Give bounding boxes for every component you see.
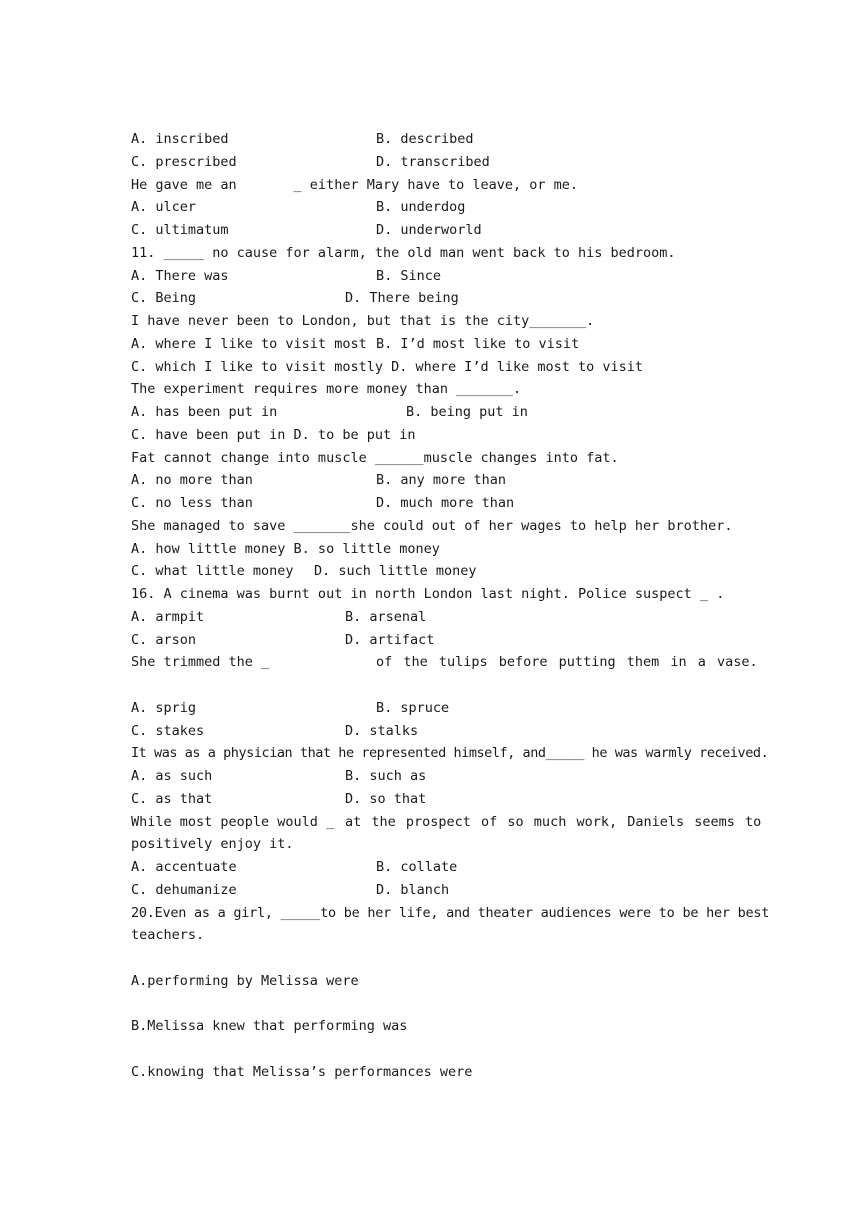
question-text: positively enjoy it. — [131, 836, 294, 852]
option-c: C. ultimatum — [131, 222, 229, 238]
option-line — [131, 630, 435, 650]
question-text: She managed to save _______she could out of her wages to help her brother. — [131, 518, 733, 534]
option-line: A. how little money B. so little money — [131, 541, 440, 557]
option-b: B. any more than — [376, 472, 507, 488]
question-text-part: She trimmed the _ — [131, 654, 270, 670]
option-a: A. sprig — [131, 700, 197, 716]
option-d: D. much more than — [376, 495, 515, 511]
option-a: A. accentuate — [131, 859, 237, 875]
question-text: Fat cannot change into muscle ______muscle changes into fat. — [131, 450, 619, 466]
option-c: C. no less than — [131, 495, 253, 511]
option-c: C. as that — [131, 791, 213, 807]
question-text: 16. A cinema was burnt out in north London last night. Police suspect _ . — [131, 586, 725, 602]
option-a: A. as such — [131, 768, 213, 784]
option-line — [131, 129, 474, 149]
option-d: D. stalks — [345, 723, 419, 739]
option-d: D. There being — [345, 290, 459, 306]
option-line — [131, 152, 490, 172]
option-line — [131, 470, 507, 490]
option-line: C. which I like to visit mostly D. where I’d like most to visit — [131, 359, 644, 375]
option-line: A.performing by Melissa were — [131, 973, 359, 989]
option-line — [131, 789, 427, 809]
option-line — [131, 288, 459, 308]
option-d: D. artifact — [345, 632, 435, 648]
option-b: B. underdog — [376, 199, 466, 215]
option-line — [131, 493, 515, 513]
option-a: A. inscribed — [131, 131, 229, 147]
option-line — [131, 766, 427, 786]
question-text: 20.Even as a girl, _____to be her life, and theater audiences were to be her best — [131, 905, 770, 921]
question-text-part: of the tulips before putting them in a vase. — [376, 654, 758, 670]
question-text-part: at the prospect of so much work, Daniels seems to — [345, 814, 762, 830]
question-text-part: While most people would _ — [131, 814, 335, 830]
option-a: A. ulcer — [131, 199, 197, 215]
option-line — [131, 402, 528, 422]
option-line — [131, 197, 466, 217]
question-text — [131, 652, 758, 672]
option-d: D. such little money — [314, 563, 477, 579]
option-d: D. transcribed — [376, 154, 490, 170]
option-b: B. I’d most like to visit — [376, 336, 580, 352]
option-c: C. stakes — [131, 723, 205, 739]
question-text: teachers. — [131, 927, 205, 943]
option-line: C.knowing that Melissa’s performances were — [131, 1064, 473, 1080]
option-line — [131, 607, 427, 627]
option-a: A. where I like to visit most — [131, 336, 367, 352]
option-d: D. underworld — [376, 222, 482, 238]
option-line — [131, 220, 482, 240]
option-line — [131, 334, 580, 354]
option-line — [131, 698, 450, 718]
question-text — [131, 812, 762, 832]
option-line — [131, 721, 419, 741]
option-c: C. dehumanize — [131, 882, 237, 898]
question-text: 11. _____ no cause for alarm, the old man went back to his bedroom. — [131, 245, 676, 261]
option-line — [131, 266, 442, 286]
option-d: D. blanch — [376, 882, 450, 898]
option-c: C. prescribed — [131, 154, 237, 170]
option-b: B. arsenal — [345, 609, 427, 625]
option-b: B. Since — [376, 268, 442, 284]
question-text: The experiment requires more money than _______. — [131, 381, 522, 397]
option-c: C. Being — [131, 290, 197, 306]
option-b: B. spruce — [376, 700, 450, 716]
question-text: I have never been to London, but that is the city_______. — [131, 313, 595, 329]
option-d: D. so that — [345, 791, 427, 807]
option-line — [131, 561, 477, 581]
option-c: C. arson — [131, 632, 197, 648]
question-text: He gave me an _ either Mary have to leave, or me. — [131, 177, 579, 193]
option-a: A. There was — [131, 268, 229, 284]
option-line — [131, 857, 458, 877]
option-b: B. collate — [376, 859, 458, 875]
option-line — [131, 880, 450, 900]
option-b: B. described — [376, 131, 474, 147]
option-b: B. being put in — [406, 404, 528, 420]
option-c: C. what little money — [131, 563, 294, 579]
question-text: It was as a physician that he represented himself, and_____ he was warmly received. — [131, 745, 769, 761]
option-b: B. such as — [345, 768, 427, 784]
option-line: B.Melissa knew that performing was — [131, 1018, 408, 1034]
option-a: A. armpit — [131, 609, 205, 625]
option-a: A. no more than — [131, 472, 253, 488]
option-line: C. have been put in D. to be put in — [131, 427, 416, 443]
option-a: A. has been put in — [131, 404, 278, 420]
